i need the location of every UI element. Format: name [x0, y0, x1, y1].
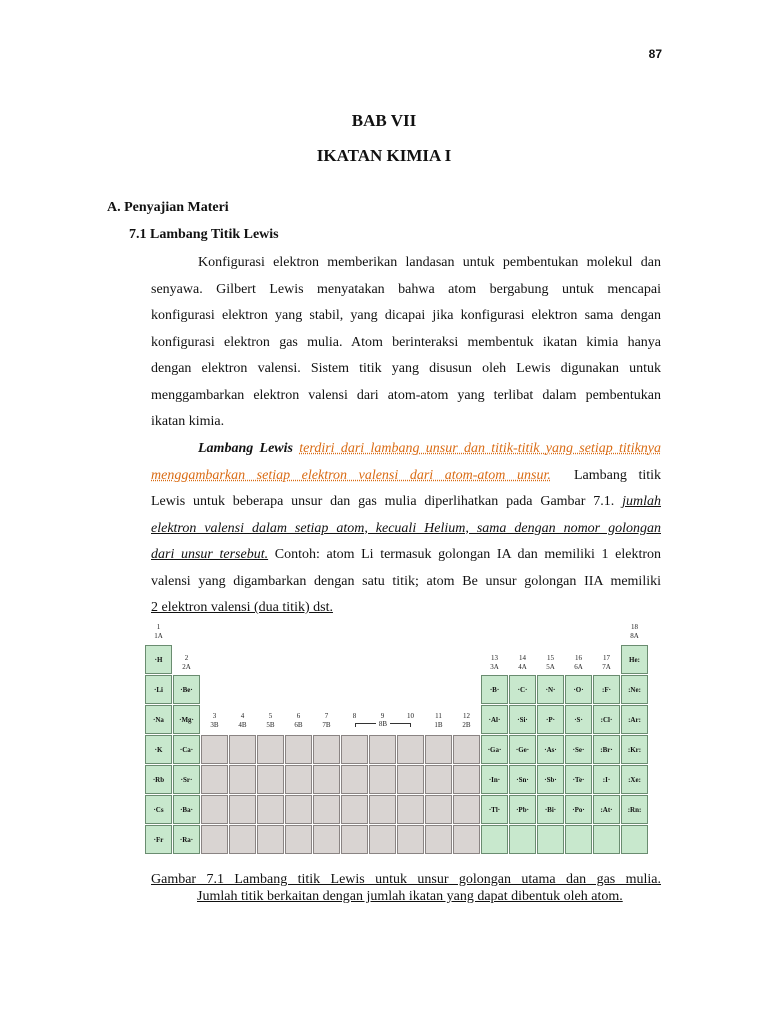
element-cell: [593, 765, 620, 794]
group-label: 15 5A: [546, 654, 555, 671]
element-symbol: ·Ba·: [180, 805, 193, 814]
element-cell: [481, 795, 508, 824]
element-symbol: :Cl·: [600, 715, 613, 724]
para2-text: Lambang titik: [574, 467, 662, 483]
transition-cell: [397, 795, 424, 824]
element-cell: [565, 765, 592, 794]
para2-line-6: [151, 569, 661, 596]
element-cell: [537, 735, 564, 764]
element-symbol: ·In·: [488, 775, 501, 784]
transition-cell: [201, 735, 228, 764]
group-label: 4 4B: [238, 712, 247, 729]
element-cell: [481, 705, 508, 734]
group-label: 18 8A: [630, 623, 639, 640]
transition-cell: [425, 795, 452, 824]
element-cell: [173, 795, 200, 824]
element-symbol: ·Be·: [180, 685, 193, 694]
para1-line: Konfigurasi elektron memberikan landasan untuk pembentukan molekul dan: [198, 255, 661, 270]
element-cell: [537, 765, 564, 794]
paragraph-2: [151, 436, 661, 622]
element-cell: [621, 825, 648, 854]
element-cell: [509, 735, 536, 764]
element-symbol: ·N·: [545, 685, 556, 694]
transition-cell: [229, 735, 256, 764]
element-symbol: ·Li: [154, 685, 163, 694]
transition-cell: [201, 765, 228, 794]
element-symbol: He:: [629, 655, 640, 664]
group-label: 11 1B: [434, 712, 443, 729]
emphasis-text: jumlah: [622, 494, 661, 509]
group-label: 14 4A: [518, 654, 527, 671]
element-cell: [145, 765, 172, 794]
element-cell: [593, 675, 620, 704]
transition-cell: [341, 765, 368, 794]
element-symbol: ·Bi·: [544, 805, 557, 814]
element-symbol: ·Ra·: [179, 835, 194, 844]
element-cell: [481, 675, 508, 704]
transition-cell: [369, 735, 396, 764]
transition-cell: [397, 765, 424, 794]
lewis-term: Lambang Lewis: [198, 441, 293, 456]
element-cell: [509, 795, 536, 824]
element-symbol: ·Na: [153, 715, 164, 724]
element-symbol: ·Tl·: [488, 805, 501, 814]
element-symbol: ·H: [154, 655, 163, 664]
element-symbol: ·Ge·: [515, 745, 530, 754]
transition-cell: [425, 765, 452, 794]
element-symbol: ·Rb: [152, 775, 165, 784]
element-symbol: ·Ga·: [487, 745, 502, 754]
paragraph-1: [151, 250, 661, 436]
element-cell: [593, 825, 620, 854]
element-cell: [481, 825, 508, 854]
element-cell: [145, 675, 172, 704]
group-label: 12 2B: [462, 712, 471, 729]
highlight-text: terdiri dari lambang unsur dan titik-titik yang setiap titiknya: [299, 441, 662, 456]
element-cell: [173, 675, 200, 704]
transition-cell: [257, 735, 284, 764]
transition-cell: [257, 795, 284, 824]
element-symbol: :Ne:: [628, 685, 641, 694]
emphasis-text: dari unsur tersebut.: [151, 547, 269, 562]
element-symbol: ·Mg·: [179, 715, 194, 724]
para2-text: Lewis untuk beberapa unsur dan gas mulia diperlihatkan pada Gambar 7.1.: [151, 494, 615, 509]
element-cell: [565, 795, 592, 824]
transition-cell: [285, 735, 312, 764]
element-symbol: ·Po·: [572, 805, 585, 814]
element-cell: [565, 705, 592, 734]
group-label: 9: [380, 712, 385, 720]
group-label: 1 1A: [154, 623, 163, 640]
element-cell: [145, 795, 172, 824]
transition-cell: [369, 765, 396, 794]
element-symbol: ·Se·: [572, 745, 585, 754]
transition-cell: [453, 735, 480, 764]
element-cell: [145, 735, 172, 764]
section-heading-a: A. Penyajian Materi: [107, 200, 229, 215]
element-symbol: ·Al·: [488, 715, 501, 724]
element-cell: [621, 765, 648, 794]
para1-line: menggambarkan elektron valensi dari atom-atom yang terlibat dalam pembentukan: [151, 387, 661, 403]
para2-text: 2 elektron valensi (dua titik) dst.: [151, 600, 333, 615]
subsection-heading: 7.1 Lambang Titik Lewis: [129, 227, 279, 242]
element-cell: [565, 675, 592, 704]
transition-cell: [313, 795, 340, 824]
transition-cell: [453, 795, 480, 824]
group-label: 6 6B: [294, 712, 303, 729]
element-symbol: :At·: [600, 805, 613, 814]
transition-cell: [201, 795, 228, 824]
element-cell: [621, 705, 648, 734]
transition-cell: [397, 735, 424, 764]
element-cell: [565, 825, 592, 854]
transition-cell: [257, 825, 284, 854]
transition-cell: [369, 825, 396, 854]
element-symbol: :Rn:: [627, 805, 642, 814]
element-symbol: ·K: [154, 745, 163, 754]
group-label: 8B: [376, 720, 390, 729]
para2-text: valensi yang digambarkan dengan satu titik; atom Be unsur golongan IIA memiliki: [151, 573, 661, 589]
caption-line-2: Jumlah titik berkaitan dengan jumlah ikatan yang dapat dibentuk oleh atom.: [197, 889, 623, 904]
transition-cell: [397, 825, 424, 854]
transition-cell: [257, 765, 284, 794]
page-number: 87: [648, 47, 662, 61]
element-symbol: ·Fr: [153, 835, 164, 844]
para1-line: konfigurasi elektron yang stabil, yang dicapai jika konfigurasi elektron sama dengan: [151, 308, 661, 323]
group-label: 3 3B: [210, 712, 219, 729]
element-cell: [173, 735, 200, 764]
element-symbol: ·C·: [517, 685, 528, 694]
element-symbol: :F·: [602, 685, 611, 694]
element-symbol: :Xe:: [628, 775, 641, 784]
transition-cell: [341, 795, 368, 824]
element-symbol: ·Te·: [572, 775, 585, 784]
chapter-title: IKATAN KIMIA I: [316, 146, 452, 165]
element-symbol: :Kr:: [627, 745, 642, 754]
transition-cell: [229, 825, 256, 854]
element-cell: [145, 645, 172, 674]
caption-line-1: Gambar 7.1 Lambang titik Lewis untuk unsur golongan utama dan gas mulia.: [151, 872, 661, 887]
transition-cell: [229, 795, 256, 824]
transition-cell: [453, 765, 480, 794]
group-label: 16 6A: [574, 654, 583, 671]
element-symbol: ·Ca·: [179, 745, 194, 754]
para2-line-7: [151, 595, 661, 622]
group-label: 17 7A: [602, 654, 611, 671]
element-symbol: ·Sr·: [180, 775, 193, 784]
element-cell: [173, 765, 200, 794]
transition-cell: [313, 825, 340, 854]
element-cell: [509, 825, 536, 854]
element-symbol: :Ar:: [628, 715, 641, 724]
element-cell: [621, 795, 648, 824]
para2-line-3: [151, 489, 661, 516]
element-symbol: :Br·: [600, 745, 613, 754]
element-symbol: :I·: [602, 775, 611, 784]
element-cell: [173, 705, 200, 734]
element-symbol: ·B·: [489, 685, 500, 694]
transition-cell: [313, 765, 340, 794]
transition-cell: [341, 825, 368, 854]
element-cell: [593, 735, 620, 764]
element-symbol: ·Cs: [153, 805, 164, 814]
group-label: 8: [352, 712, 357, 720]
para1-line: senyawa. Gilbert Lewis menyatakan bahwa atom bergabung untuk mencapai: [151, 281, 661, 297]
element-cell: [509, 705, 536, 734]
emphasis-text: elektron valensi dalam setiap atom, kecuali Helium, sama dengan nomor golongan: [151, 520, 661, 536]
element-cell: [537, 675, 564, 704]
element-cell: [593, 705, 620, 734]
element-symbol: ·Si·: [517, 715, 528, 724]
transition-cell: [313, 735, 340, 764]
element-cell: [537, 705, 564, 734]
transition-cell: [285, 825, 312, 854]
para2-text: Contoh: atom Li termasuk golongan IA dan memiliki 1 elektron: [274, 547, 662, 562]
para1-line: konfigurasi elektron gas mulia. Atom berinteraksi membentuk ikatan kimia hanya: [151, 334, 661, 350]
element-symbol: ·P·: [546, 715, 555, 724]
group-label: 10: [407, 712, 414, 720]
periodic-table-figure: [145, 622, 647, 854]
element-cell: [481, 765, 508, 794]
element-symbol: ·Sb·: [544, 775, 557, 784]
transition-cell: [453, 825, 480, 854]
chapter-number: BAB VII: [351, 111, 417, 130]
element-cell: [145, 705, 172, 734]
transition-cell: [341, 735, 368, 764]
element-cell: [537, 795, 564, 824]
group-label: 13 3A: [490, 654, 499, 671]
para1-line: ikatan kimia.: [151, 414, 225, 429]
group-label: 5 5B: [266, 712, 275, 729]
element-symbol: ·Pb·: [516, 805, 529, 814]
highlight-text: menggambarkan setiap elektron valensi dari atom-atom unsur.: [151, 467, 551, 483]
transition-cell: [201, 825, 228, 854]
para2-line-5: [151, 542, 661, 569]
transition-cell: [285, 765, 312, 794]
transition-cell: [425, 825, 452, 854]
para1-line: dengan elektron valensi. Sistem titik yang disusun oleh Lewis digunakan untuk: [151, 361, 661, 376]
element-cell: [173, 825, 200, 854]
element-cell: [509, 675, 536, 704]
element-cell: [481, 735, 508, 764]
element-cell: [509, 765, 536, 794]
para2-line-1: [151, 436, 661, 463]
element-cell: [593, 795, 620, 824]
para2-line-4: [151, 516, 661, 543]
element-cell: [145, 825, 172, 854]
transition-cell: [285, 795, 312, 824]
transition-cell: [425, 735, 452, 764]
figure-caption: [151, 871, 661, 905]
para2-line-2: [151, 463, 661, 490]
element-symbol: ·O·: [573, 685, 584, 694]
group-label: 2 2A: [182, 654, 191, 671]
element-symbol: ·Sn·: [516, 775, 529, 784]
group-label: 7 7B: [322, 712, 331, 729]
element-cell: [537, 825, 564, 854]
element-cell: [621, 675, 648, 704]
element-cell: [621, 645, 648, 674]
element-symbol: ·As·: [544, 745, 557, 754]
element-cell: [565, 735, 592, 764]
transition-cell: [229, 765, 256, 794]
element-cell: [621, 735, 648, 764]
transition-cell: [369, 795, 396, 824]
element-symbol: ·S·: [574, 715, 583, 724]
